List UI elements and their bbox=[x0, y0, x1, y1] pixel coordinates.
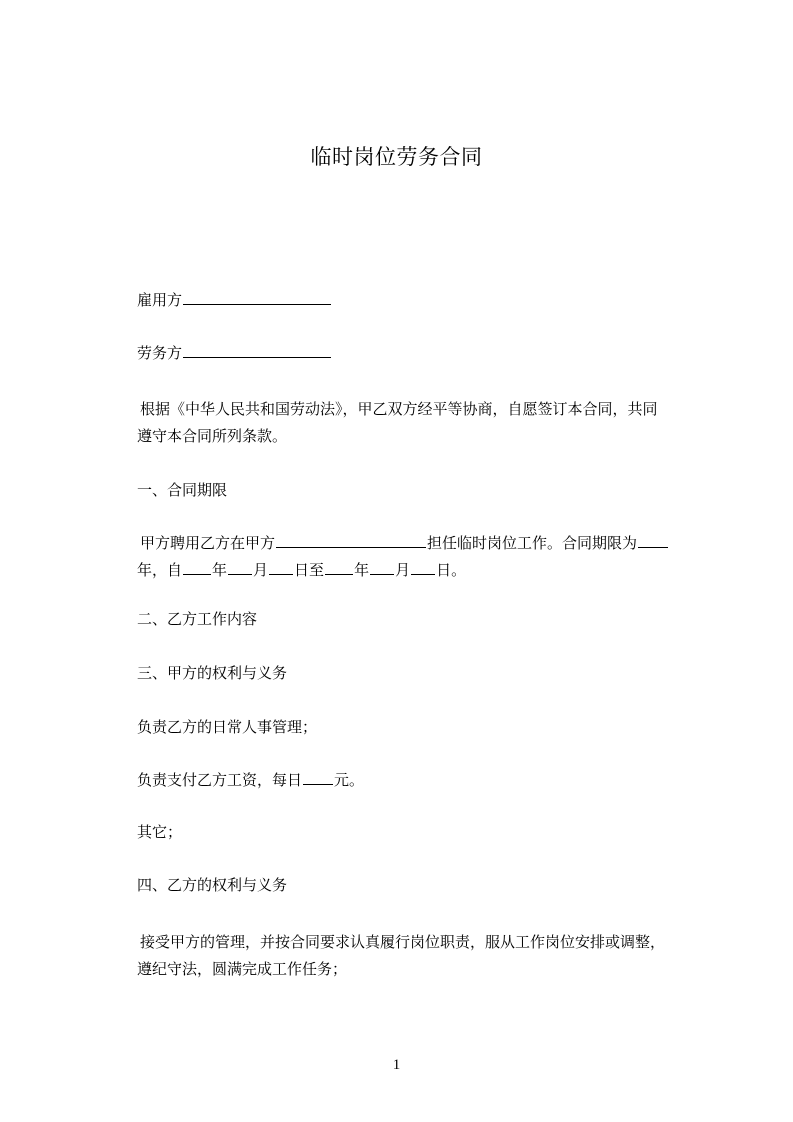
section1-heading: 一、合同期限 bbox=[137, 481, 228, 499]
preamble-line-1: 根据《中华人民共和国劳动法》，甲乙双方经平等协商，自愿签订本合同，共同 bbox=[140, 400, 658, 418]
section3-item-2-text-b: 元。 bbox=[334, 771, 365, 789]
section4-paragraph-line-2: 遵纪守法，圆满完成工作任务； bbox=[137, 960, 348, 978]
section1-paragraph-line-1 bbox=[137, 530, 712, 557]
section1-text-d: 年 bbox=[212, 561, 228, 579]
section3-item-1: 负责乙方的日常人事管理； bbox=[137, 718, 318, 736]
section3-heading: 三、甲方的权利与义务 bbox=[137, 664, 288, 682]
employer-blank bbox=[183, 290, 331, 305]
section1-text-a: 甲方聘用乙方在甲方 bbox=[140, 534, 276, 552]
section1-text-e: 月 bbox=[253, 561, 269, 579]
preamble-line-2: 遵守本合同所列条款。 bbox=[137, 427, 288, 445]
laborer-label: 劳务方 bbox=[137, 344, 183, 362]
employer-label: 雇用方 bbox=[137, 291, 183, 309]
section4-paragraph-line-1: 接受甲方的管理，并按合同要求认真履行岗位职责，服从工作岗位安排或调整， bbox=[140, 933, 666, 951]
end-day-blank bbox=[411, 560, 435, 575]
section3-item-2-text-a: 负责支付乙方工资，每日 bbox=[137, 771, 303, 789]
section1-text-g: 年 bbox=[354, 561, 370, 579]
document-title: 临时岗位劳务合同 bbox=[310, 145, 483, 169]
start-month-blank bbox=[228, 560, 252, 575]
employer-line bbox=[137, 287, 709, 314]
section1-paragraph-line-2 bbox=[137, 557, 709, 584]
section3-item-2 bbox=[137, 767, 709, 794]
section1-text-h: 月 bbox=[395, 561, 411, 579]
page-number: 1 bbox=[392, 1057, 401, 1073]
section3-item-3: 其它； bbox=[137, 823, 183, 841]
section1-text-b: 担任临时岗位工作。合同期限为 bbox=[427, 534, 638, 552]
term-years-blank bbox=[638, 533, 668, 548]
end-month-blank bbox=[370, 560, 394, 575]
section1-text-i: 日。 bbox=[436, 561, 467, 579]
section4-heading: 四、乙方的权利与义务 bbox=[137, 876, 288, 894]
laborer-blank bbox=[183, 343, 331, 358]
end-year-blank bbox=[325, 560, 353, 575]
daily-wage-blank bbox=[303, 770, 333, 785]
laborer-line bbox=[137, 340, 709, 367]
workplace-blank bbox=[276, 533, 426, 548]
section2-heading: 二、乙方工作内容 bbox=[137, 610, 258, 628]
section1-text-c: 年，自 bbox=[137, 561, 183, 579]
section1-text-f: 日至 bbox=[294, 561, 325, 579]
start-year-blank bbox=[183, 560, 211, 575]
start-day-blank bbox=[269, 560, 293, 575]
